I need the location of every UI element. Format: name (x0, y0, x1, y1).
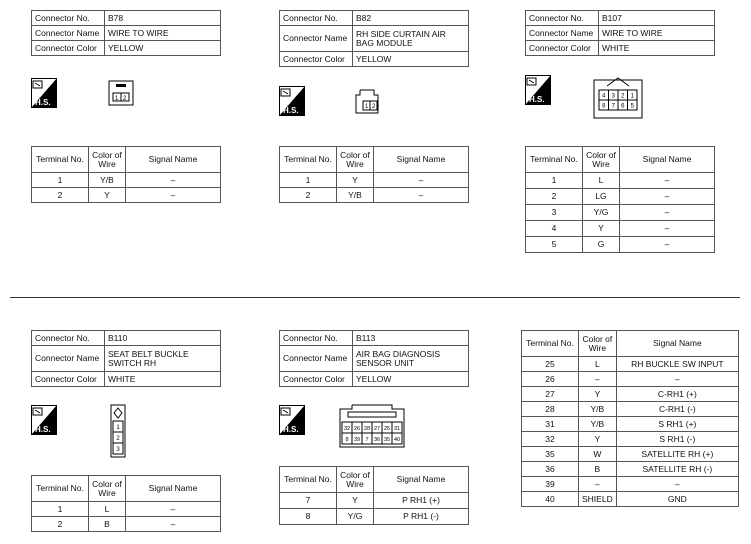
connector-info-b113 (279, 330, 469, 387)
pin-label: 28 (363, 426, 371, 432)
connector-face-b82 (352, 89, 382, 115)
terminal-table-b113-a (279, 466, 469, 525)
connector-no-label: Connector No. (526, 11, 599, 26)
connector-no-label: Connector No. (280, 331, 353, 346)
terminal-cell: 25 (522, 357, 579, 372)
pin-label: 1 (116, 425, 120, 431)
color-cell: – (579, 477, 617, 492)
terminal-cell: 2 (32, 188, 89, 203)
terminal-cell: 3 (526, 205, 583, 221)
hs-label: H.S. (283, 425, 299, 434)
color-cell: Y (89, 188, 126, 203)
pin-label: 7 (365, 437, 369, 443)
signal-cell: – (616, 477, 738, 492)
signal-cell: – (620, 205, 715, 221)
connector-info-b110 (31, 330, 221, 387)
pin-label: 2 (123, 96, 127, 102)
color-cell: Y (583, 221, 620, 237)
connector-name-label: Connector Name (526, 26, 599, 41)
pin-label: 1 (365, 104, 369, 110)
terminal-cell: 4 (526, 221, 583, 237)
color-cell: G (583, 237, 620, 253)
hs-label: H.S. (35, 425, 51, 434)
col-signal: Signal Name (620, 147, 715, 173)
connector-name-label: Connector Name (280, 26, 353, 52)
col-terminal: Terminal No. (32, 147, 89, 173)
connector-color-label: Connector Color (526, 41, 599, 56)
terminal-table-b82 (279, 146, 469, 203)
connector-info-b78 (31, 10, 221, 56)
table-row (522, 417, 739, 432)
signal-cell: GND (616, 492, 738, 507)
terminal-cell: 32 (522, 432, 579, 447)
connector-color-label: Connector Color (280, 372, 353, 387)
signal-cell: SATELLITE RH (+) (616, 447, 738, 462)
signal-cell: – (374, 188, 469, 203)
pin-label: 8 (345, 437, 349, 443)
table-row (522, 477, 739, 492)
pin-label: 27 (373, 426, 381, 432)
pin-label: 2 (621, 93, 625, 100)
table-row (526, 189, 715, 205)
signal-cell: S RH1 (-) (616, 432, 738, 447)
table-row (32, 173, 221, 188)
terminal-table-b107 (525, 146, 715, 253)
signal-cell: C-RH1 (+) (616, 387, 738, 402)
connector-color-value: YELLOW (353, 52, 469, 67)
signal-cell: – (374, 173, 469, 188)
connector-name-value: SEAT BELT BUCKLE SWITCH RH (105, 346, 221, 372)
pin-label: 1 (115, 96, 119, 102)
color-cell: W (579, 447, 617, 462)
table-row (522, 372, 739, 387)
terminal-table-b110 (31, 475, 221, 532)
color-cell: SHIELD (579, 492, 617, 507)
terminal-table-b78 (31, 146, 221, 203)
connector-no-value: B82 (353, 11, 469, 26)
color-cell: Y/B (89, 173, 126, 188)
table-row (32, 188, 221, 203)
connector-color-label: Connector Color (32, 372, 105, 387)
connector-no-label: Connector No. (32, 331, 105, 346)
table-row (32, 517, 221, 532)
connector-no-value: B110 (105, 331, 221, 346)
terminal-cell: 31 (522, 417, 579, 432)
terminal-cell: 2 (280, 188, 337, 203)
color-cell: Y (579, 387, 617, 402)
pin-label: 7 (611, 103, 615, 110)
connector-color-label: Connector Color (32, 41, 105, 56)
table-row (522, 492, 739, 507)
terminal-cell: 26 (522, 372, 579, 387)
terminal-cell: 8 (280, 509, 337, 525)
hs-label: H.S. (283, 106, 299, 115)
terminal-cell: 2 (32, 517, 89, 532)
connector-color-value: WHITE (105, 372, 221, 387)
pin-label: 6 (621, 103, 625, 110)
col-terminal: Terminal No. (32, 476, 89, 502)
terminal-cell: 1 (32, 173, 89, 188)
table-row (526, 237, 715, 253)
col-signal: Signal Name (616, 331, 738, 357)
hs-label: H.S. (35, 98, 51, 107)
connector-name-label: Connector Name (32, 346, 105, 372)
signal-cell: P RH1 (-) (374, 509, 469, 525)
pin-label: 3 (116, 447, 120, 453)
pin-label: 32 (343, 426, 351, 432)
connector-color-value: YELLOW (353, 372, 469, 387)
connector-face-b107 (593, 76, 643, 120)
table-row (522, 387, 739, 402)
connector-color-value: WHITE (599, 41, 715, 56)
pin-label: 1 (630, 93, 634, 100)
connector-face-b78 (108, 80, 134, 106)
terminal-cell: 36 (522, 462, 579, 477)
harness-side-icon (31, 78, 57, 108)
pin-label: 25 (383, 426, 391, 432)
pin-label: 3 (611, 93, 615, 100)
signal-cell: – (126, 188, 221, 203)
terminal-cell: 1 (526, 173, 583, 189)
signal-cell: – (126, 502, 221, 517)
signal-cell: – (620, 221, 715, 237)
harness-side-icon (31, 405, 57, 435)
color-cell: L (579, 357, 617, 372)
pin-label: 31 (393, 426, 401, 432)
connector-face-b113 (338, 404, 406, 448)
signal-cell: C-RH1 (-) (616, 402, 738, 417)
col-color: Color of Wire (579, 331, 617, 357)
pin-label: 2 (372, 104, 376, 110)
signal-cell: – (616, 372, 738, 387)
pin-label: 40 (393, 437, 401, 443)
pin-label: 2 (116, 436, 120, 442)
connector-name-label: Connector Name (32, 26, 105, 41)
col-signal: Signal Name (126, 476, 221, 502)
harness-side-icon (279, 405, 305, 435)
col-color: Color of Wire (89, 147, 126, 173)
terminal-table-b113-b (521, 330, 739, 507)
pin-label: 8 (602, 103, 606, 110)
signal-cell: SATELLITE RH (-) (616, 462, 738, 477)
color-cell: L (89, 502, 126, 517)
connector-name-value: WIRE TO WIRE (105, 26, 221, 41)
connector-info-b82 (279, 10, 469, 67)
pin-label: 35 (383, 437, 391, 443)
col-color: Color of Wire (583, 147, 620, 173)
connector-info-b107 (525, 10, 715, 56)
color-cell: – (579, 372, 617, 387)
harness-side-icon (525, 75, 551, 105)
table-row (280, 188, 469, 203)
terminal-cell: 28 (522, 402, 579, 417)
terminal-cell: 1 (280, 173, 337, 188)
table-row (32, 502, 221, 517)
terminal-cell: 40 (522, 492, 579, 507)
connector-color-label: Connector Color (280, 52, 353, 67)
terminal-cell: 1 (32, 502, 89, 517)
pin-label: 26 (353, 426, 361, 432)
color-cell: B (89, 517, 126, 532)
col-signal: Signal Name (374, 467, 469, 493)
signal-cell: RH BUCKLE SW INPUT (616, 357, 738, 372)
col-color: Color of Wire (337, 467, 374, 493)
color-cell: Y/G (583, 205, 620, 221)
terminal-cell: 5 (526, 237, 583, 253)
table-row (280, 509, 469, 525)
col-terminal: Terminal No. (522, 331, 579, 357)
connector-color-value: YELLOW (105, 41, 221, 56)
section-divider (10, 297, 740, 298)
color-cell: Y/G (337, 509, 374, 525)
table-row (280, 493, 469, 509)
signal-cell: – (620, 173, 715, 189)
table-row (526, 221, 715, 237)
connector-no-label: Connector No. (32, 11, 105, 26)
col-color: Color of Wire (337, 147, 374, 173)
table-row (522, 357, 739, 372)
col-signal: Signal Name (374, 147, 469, 173)
table-row (522, 447, 739, 462)
color-cell: L (583, 173, 620, 189)
color-cell: Y/B (337, 188, 374, 203)
terminal-cell: 2 (526, 189, 583, 205)
connector-no-value: B113 (353, 331, 469, 346)
table-row (522, 462, 739, 477)
hs-label: H.S. (529, 95, 545, 104)
color-cell: Y (337, 173, 374, 188)
signal-cell: P RH1 (+) (374, 493, 469, 509)
table-row (522, 432, 739, 447)
color-cell: B (579, 462, 617, 477)
connector-name-value: AIR BAG DIAGNOSIS SENSOR UNIT (353, 346, 469, 372)
terminal-cell: 27 (522, 387, 579, 402)
terminal-cell: 39 (522, 477, 579, 492)
signal-cell: – (126, 517, 221, 532)
color-cell: Y/B (579, 417, 617, 432)
color-cell: Y (337, 493, 374, 509)
pin-label: 36 (373, 437, 381, 443)
col-terminal: Terminal No. (280, 467, 337, 493)
pin-label: 39 (353, 437, 361, 443)
signal-cell: – (126, 173, 221, 188)
connector-name-value: RH SIDE CURTAIN AIR BAG MODULE (353, 26, 469, 52)
connector-name-value: WIRE TO WIRE (599, 26, 715, 41)
connector-name-label: Connector Name (280, 346, 353, 372)
table-row (526, 205, 715, 221)
signal-cell: – (620, 189, 715, 205)
col-color: Color of Wire (89, 476, 126, 502)
harness-side-icon (279, 86, 305, 116)
pin-label: 4 (602, 93, 606, 100)
color-cell: Y/B (579, 402, 617, 417)
terminal-cell: 35 (522, 447, 579, 462)
color-cell: Y (579, 432, 617, 447)
connector-no-value: B107 (599, 11, 715, 26)
col-signal: Signal Name (126, 147, 221, 173)
color-cell: LG (583, 189, 620, 205)
signal-cell: – (620, 237, 715, 253)
col-terminal: Terminal No. (526, 147, 583, 173)
col-terminal: Terminal No. (280, 147, 337, 173)
pin-label: 5 (630, 103, 634, 110)
connector-no-label: Connector No. (280, 11, 353, 26)
connector-no-value: B78 (105, 11, 221, 26)
table-row (522, 402, 739, 417)
terminal-cell: 7 (280, 493, 337, 509)
table-row (280, 173, 469, 188)
connector-face-b110 (110, 404, 126, 458)
table-row (526, 173, 715, 189)
signal-cell: S RH1 (+) (616, 417, 738, 432)
